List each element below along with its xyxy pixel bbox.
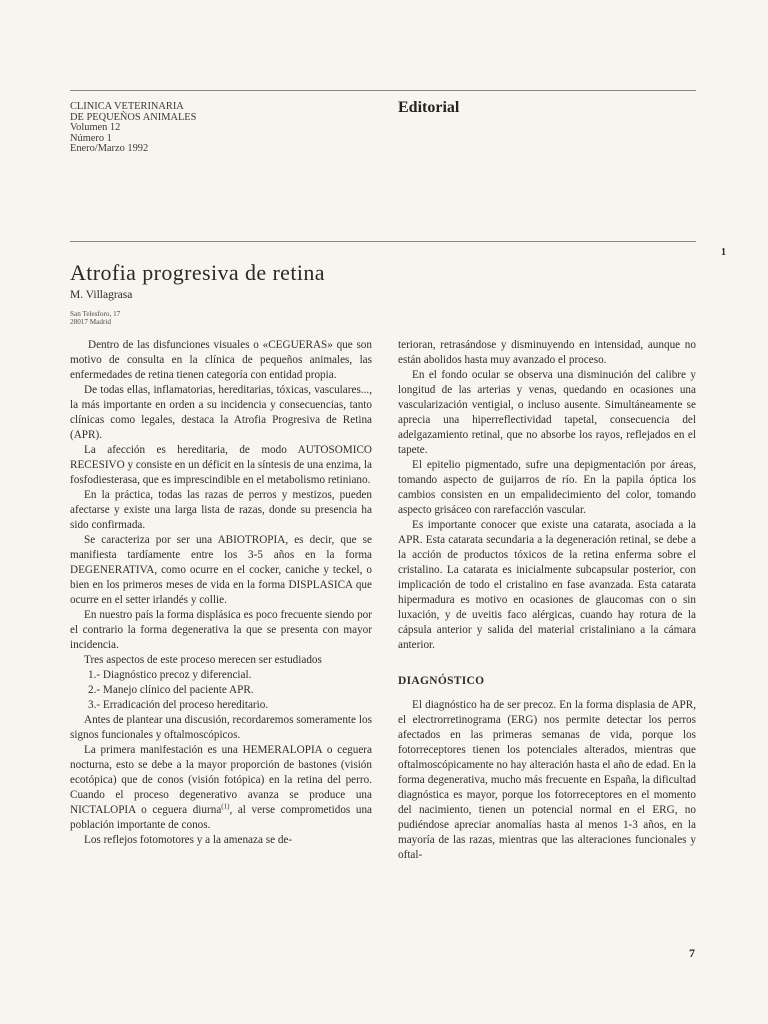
section-rule <box>70 241 696 242</box>
journal-line: Volumen 12 <box>70 122 121 134</box>
paragraph <box>70 743 372 833</box>
journal-line: Enero/Marzo 1992 <box>70 143 149 155</box>
article-author: M. Villagrasa <box>70 289 133 301</box>
paragraph: En la práctica, todas las razas de perros y mestizos, pueden afectarse y existe una larga lista de razas, donde su presencia ha sido confirmada. <box>70 489 372 531</box>
paragraph: La afección es hereditaria, de modo AUTOSOMICO RECESIVO y consiste en un déficit en la síntesis de una enzima, la fosfodiesterasa, que es imprescindible en el metabolismo retiniano. <box>70 444 372 486</box>
top-rule <box>70 90 696 91</box>
paragraph: Tres aspectos de este proceso merecen ser estudiados <box>84 654 322 666</box>
left-column <box>70 338 372 848</box>
paragraph: Es importante conocer que existe una catarata, asociada a la APR. Esta catarata secundaria a la degeneración retinal, se debe a la acción de productos tóxicos de la retina enferma sobre el cristalino. La catarata es inicialmente subcapsular posterior, con implicación de todo el cristalino en fase avanzada. Esta catarata hipermadura es motivo en ocasiones de glaucomas con o sin luxación, y de uveitis faco alérgicas, cuando hay rotura de la cápsula anterior y salida del material cristaliniano a la cámara anterior. <box>398 519 696 651</box>
author-address <box>70 310 120 327</box>
paragraph: terioran, retrasándose y disminuyendo en intensidad, aunque no están abolidos hasta muy avanzado el proceso. <box>398 339 696 366</box>
paragraph: Antes de plantear una discusión, recordaremos someramente los signos funcionales y oftalmoscópicos. <box>70 714 372 741</box>
paragraph: Los reflejos fotomotores y a la amenaza se de- <box>84 834 293 846</box>
address-line: 28017 Madrid <box>70 318 111 327</box>
address-line: San Telesforo, 17 <box>70 310 121 318</box>
margin-number: 1 <box>721 247 726 258</box>
paragraph-text: , al verse comprometidos una población importante de conos. <box>70 804 372 831</box>
page-number: 7 <box>689 946 695 960</box>
journal-masthead <box>70 102 196 155</box>
paragraph-text: La primera manifestación es una HEMERALOPIA o ceguera nocturna, esto se debe a la mayor proporción de bastones (visión ecotópica) que de conos (visión fotópica) en la retina del perro. Cuando el proceso degenerativo avanza se produce una NICTALOPIA o ceguera diurna <box>70 744 372 816</box>
paragraph: De todas ellas, inflamatorias, hereditarias, tóxicas, vasculares..., la más importante en orden a su incidencia y consecuencias, tanto clínicas como legales, destaca la Atrofia Progresiva de Retina (APR). <box>70 384 372 441</box>
list-item: 3.- Erradicación del proceso hereditario. <box>88 699 269 711</box>
paragraph: El epitelio pigmentado, sufre una depigmentación por áreas, tomando aspecto de guijarros de río. En la papila óptica los cambios consisten en un empalidecimiento del color, tomando aspecto grisáceo con rarefacción vascular. <box>398 459 696 516</box>
journal-line: CLINICA VETERINARIA <box>70 101 184 112</box>
article-title: Atrofia progresiva de retina <box>70 260 325 285</box>
paragraph: En el fondo ocular se observa una disminución del calibre y longitud de las arterias y venas, quedando en ocasiones una vascularización ventigial, o incluso ausente. Simultáneamente se aprecia una hiperreflectividad tapetal, consecuencia del adelgazamiento retinal, que no absorbe los rayos, reflejados en el tapete. <box>398 369 696 456</box>
footnote-marker: (1) <box>221 802 230 811</box>
list-item: 2.- Manejo clínico del paciente APR. <box>88 684 254 696</box>
right-column <box>398 338 696 863</box>
paragraph: Se caracteriza por ser una ABIOTROPIA, es decir, que se manifiesta tardíamente entre los 3-5 años en la forma DEGENERATIVA, como ocurre en el cocker, caniche y teckel, o bien en los primeros meses de vida en la forma DISPLASICA que ocurre en el setter irlandés y collie. <box>70 534 372 606</box>
paragraph: El diagnóstico ha de ser precoz. En la forma displasia de APR, el electrorretinograma (ERG) nos permite detectar los perros afectados en las primeras semanas de vida, porque los fotorreceptores tienen los potenciales alterados, mientras que oftalmoscópicamente no hay alteración hasta el año de edad. En la forma degenerativa, mucho más frecuente en España, la dificultad diagnóstica es mayor, porque los fotorreceptores en el momento del nacimiento, tienen un potencial normal en el ERG, no pudiéndose apreciar anomalías hasta al menos 1-3 años, en la mayoría de las razas, mientras que las alteraciones funcionales y oftal- <box>398 699 696 861</box>
section-title: Editorial <box>398 99 460 116</box>
paragraph: Dentro de las disfunciones visuales o «CEGUERAS» que son motivo de consulta en la clínica de pequeños animales, las enfermedades de retina tienen categoría con entidad propia. <box>70 339 372 381</box>
journal-line: DE PEQUEÑOS ANIMALES <box>70 111 197 123</box>
paragraph: En nuestro país la forma displásica es poco frecuente siendo por el contrario la forma degenerativa la que se presenta con mayor incidencia. <box>70 609 372 651</box>
journal-line: Número 1 <box>70 132 112 144</box>
list-item: 1.- Diagnóstico precoz y diferencial. <box>88 669 252 681</box>
section-heading: DIAGNÓSTICO <box>398 675 485 687</box>
